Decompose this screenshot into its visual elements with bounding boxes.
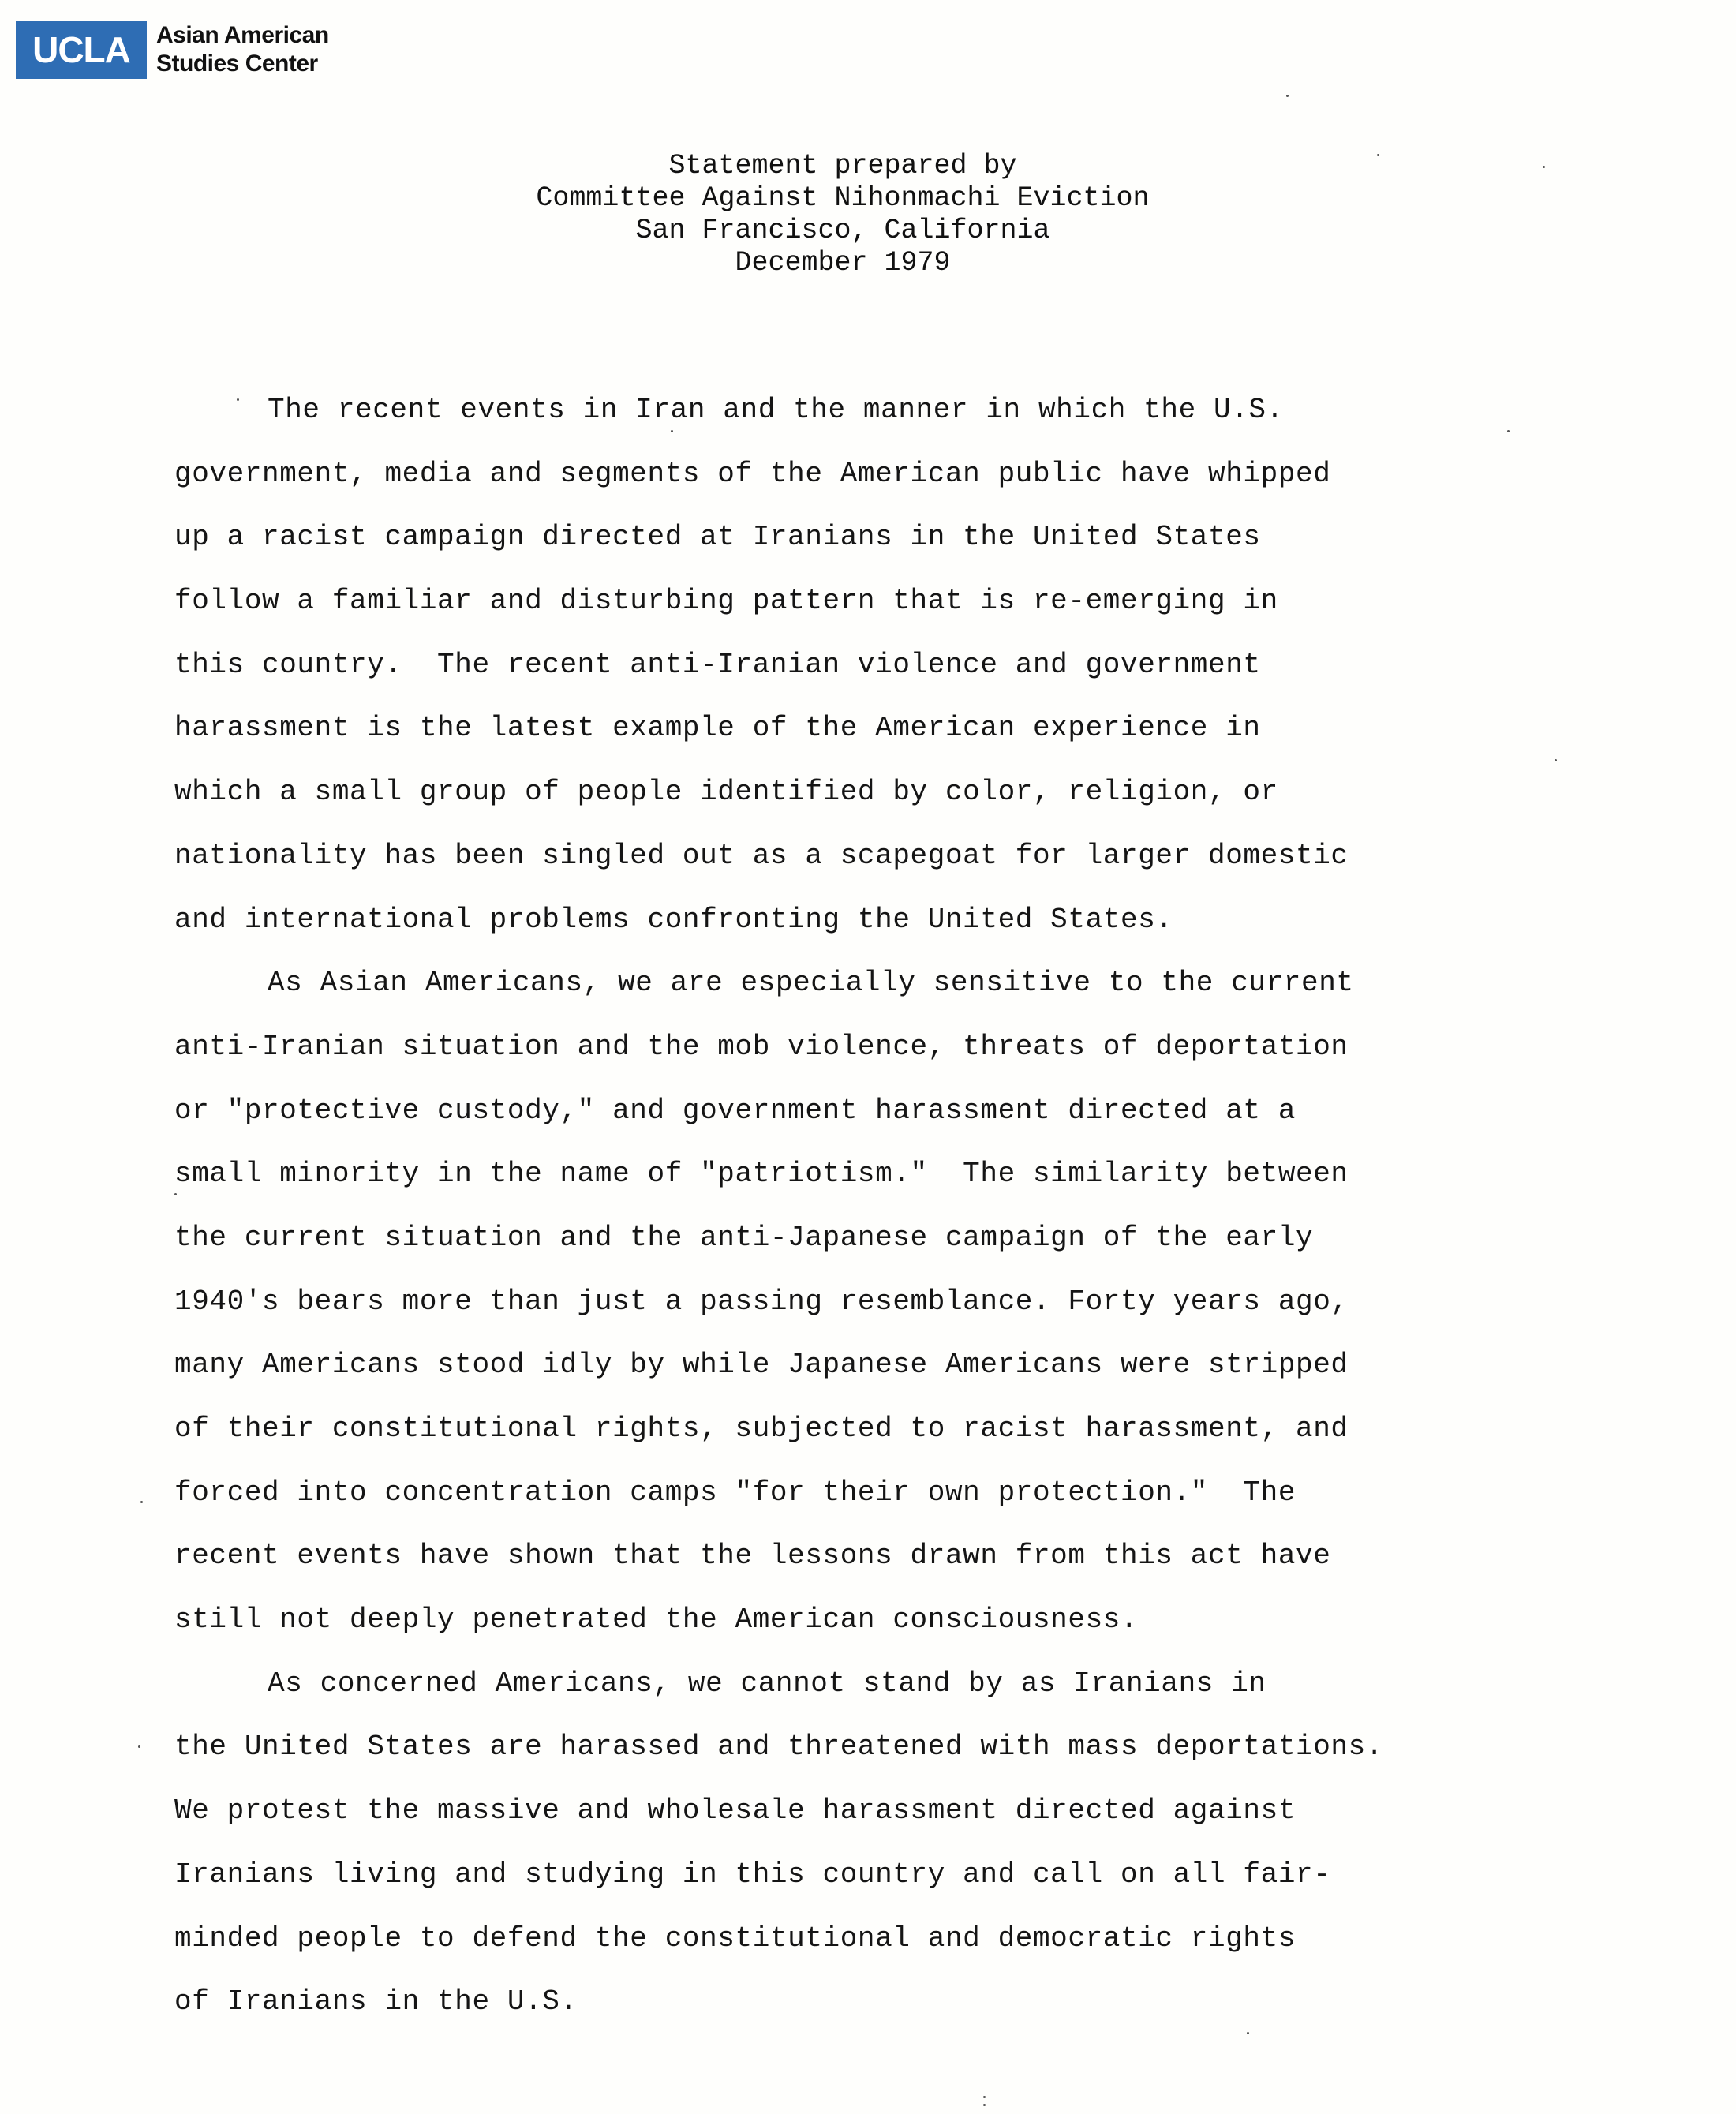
header-line-4: December 1979 <box>735 247 951 279</box>
body-line: harassment is the latest example of the American experience in <box>174 712 1261 745</box>
scan-speck <box>138 1745 140 1748</box>
body-line: small minority in the name of "patriotism." The similarity between <box>174 1158 1349 1191</box>
scan-speck <box>237 398 239 401</box>
body-line: 1940's bears more than just a passing resemblance. Forty years ago, <box>174 1285 1349 1318</box>
body-line: the current situation and the anti-Japanese campaign of the early <box>174 1221 1314 1254</box>
body-line: or "protective custody," and government harassment directed at a <box>174 1094 1296 1127</box>
header-line-3: San Francisco, California <box>635 215 1050 246</box>
body-line: this country. The recent anti-Iranian violence and government <box>174 648 1261 681</box>
body-line: nationality has been singled out as a scapegoat for larger domestic <box>174 839 1349 872</box>
statement-body <box>174 379 1532 2034</box>
body-line: many Americans stood idly by while Japanese Americans were stripped <box>174 1349 1349 1382</box>
body-line: forced into concentration camps "for their own protection." The <box>174 1476 1296 1509</box>
body-line: still not deeply penetrated the American consciousness. <box>174 1603 1139 1637</box>
scan-speck <box>671 430 673 432</box>
body-line: government, media and segments of the American public have whipped <box>174 457 1331 490</box>
scan-speck <box>1543 166 1545 168</box>
body-line: anti-Iranian situation and the mob violence, threats of deportation <box>174 1030 1349 1063</box>
ucla-aasc-logo <box>16 21 329 79</box>
body-line: As Asian Americans, we are especially sensitive to the current <box>268 967 1354 1000</box>
body-line: follow a familiar and disturbing pattern that is re-emerging in <box>174 585 1278 618</box>
header-line-1: Statement prepared by <box>668 150 1017 181</box>
scan-speck <box>174 1193 177 1195</box>
scan-speck <box>1507 430 1510 432</box>
logo-line-2: Studies Center <box>156 51 318 77</box>
body-line: We protest the massive and wholesale harassment directed against <box>174 1794 1296 1828</box>
body-line: recent events have shown that the lessons drawn from this act have <box>174 1540 1331 1573</box>
body-line: up a racist campaign directed at Iranians in the United States <box>174 521 1261 554</box>
scan-speck <box>1377 154 1379 156</box>
logo-center-name <box>156 21 329 78</box>
body-line: the United States are harassed and threatened with mass deportations. <box>174 1730 1384 1764</box>
scan-speck <box>1286 95 1289 97</box>
scan-speck <box>140 1501 143 1503</box>
logo-line-1: Asian American <box>156 22 329 48</box>
body-line: and international problems confronting the United States. <box>174 903 1173 936</box>
scan-speck <box>983 2096 986 2098</box>
body-line: of Iranians in the U.S. <box>174 1985 578 2019</box>
statement-header <box>0 150 1685 279</box>
body-line: As concerned Americans, we cannot stand by as Iranians in <box>268 1667 1266 1700</box>
body-line: minded people to defend the constitutional and democratic rights <box>174 1921 1296 1955</box>
body-line: of their constitutional rights, subjected to racist harassment, and <box>174 1412 1349 1445</box>
scan-speck <box>983 2104 986 2106</box>
scan-speck <box>1247 2032 1249 2034</box>
header-line-2: Committee Against Nihonmachi Eviction <box>536 182 1150 214</box>
body-line: The recent events in Iran and the manner in which the U.S. <box>268 394 1284 426</box>
body-line: which a small group of people identified by color, religion, or <box>174 776 1278 809</box>
body-line: Iranians living and studying in this country and call on all fair- <box>174 1858 1331 1891</box>
ucla-logo-mark: UCLA <box>16 21 147 79</box>
scan-speck <box>1555 759 1557 761</box>
